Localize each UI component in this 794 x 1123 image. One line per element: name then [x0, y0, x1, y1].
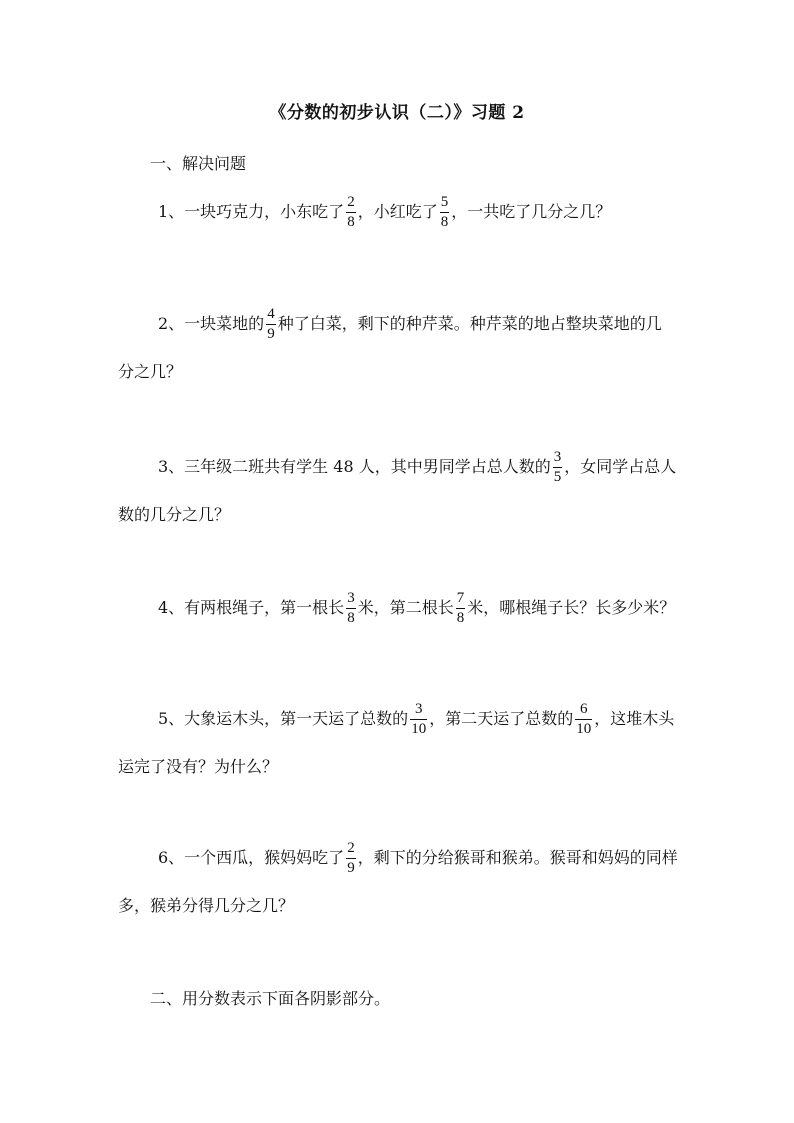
question-3-line-1: [118, 443, 678, 491]
fraction-denominator: 8: [456, 610, 465, 626]
fraction-denominator: 9: [267, 326, 275, 342]
question-text: 2、一块菜地的: [158, 314, 265, 333]
section-heading-shading: 二、用分数表示下面各阴影部分。: [150, 989, 391, 1008]
question-text: ，剩下的分给猴哥和猴弟。猴哥和妈妈的同样: [357, 848, 678, 867]
question-text: 种了白菜，剩下的种芹菜。种芹菜的地占整块菜地的几: [277, 314, 662, 333]
question-text: 5、大象运木头，第一天运了总数的: [158, 709, 409, 728]
question-text: ，第二天运了总数的: [429, 709, 574, 728]
fraction-denominator: 5: [553, 469, 562, 485]
fraction: [440, 195, 450, 230]
fraction-numerator: 2: [347, 840, 355, 856]
question-6: [118, 834, 678, 930]
question-4-line: [118, 584, 678, 632]
fraction-denominator: 8: [347, 214, 355, 230]
fraction: [410, 702, 427, 737]
question-3-line-2: 数的几分之几？: [118, 505, 231, 524]
fraction-numerator: 3: [347, 590, 355, 606]
fraction-denominator: 8: [440, 214, 449, 230]
question-5: [118, 695, 678, 791]
question-2: [118, 300, 678, 396]
fraction-numerator: 3: [414, 701, 423, 717]
fraction-numerator: 5: [440, 194, 449, 210]
question-text: 4、有两根绳子，第一根长: [158, 598, 345, 617]
fraction: [456, 591, 466, 626]
fraction-denominator: 10: [576, 721, 592, 737]
question-6-line-1: [118, 834, 678, 882]
question-2-line-1: [118, 300, 678, 348]
section-heading-problems: 一、解决问题: [150, 154, 247, 173]
fraction: [575, 702, 592, 737]
fraction: [346, 841, 356, 876]
question-1: [118, 188, 678, 236]
fraction-denominator: 9: [347, 860, 355, 876]
question-3: [118, 443, 678, 539]
question-text: 3、三年级二班共有学生 48 人，其中男同学占总人数的: [158, 457, 551, 476]
question-6-line-2: 多，猴弟分得几分之几？: [118, 896, 295, 915]
question-5-line-2: 运完了没有？为什么？: [118, 757, 279, 776]
question-text: ，这堆木头: [594, 709, 675, 728]
fraction: [346, 591, 356, 626]
question-text: ，小红吃了: [357, 202, 438, 221]
page-title: 《分数的初步认识（二）》习题 2: [269, 103, 525, 123]
question-text: 1、一块巧克力，小东吃了: [158, 202, 345, 221]
fraction: [266, 307, 276, 342]
question-text: 6、一个西瓜，猴妈妈吃了: [158, 848, 345, 867]
fraction-numerator: 3: [553, 449, 562, 465]
fraction-numerator: 2: [347, 194, 355, 210]
fraction-denominator: 10: [411, 721, 427, 737]
question-text: 米，哪根绳子长？长多少米？: [467, 598, 676, 617]
fraction-denominator: 8: [347, 610, 355, 626]
question-5-line-1: [118, 695, 678, 743]
question-2-line-2: 分之几？: [118, 362, 183, 381]
question-text: ，女同学占总人: [564, 457, 677, 476]
fraction-numerator: 6: [579, 701, 588, 717]
fraction: [346, 195, 356, 230]
question-4: [118, 584, 678, 632]
fraction-numerator: 4: [267, 306, 275, 322]
question-1-line: [118, 188, 678, 236]
question-text: 米，第二根长: [357, 598, 454, 617]
fraction-numerator: 7: [456, 590, 465, 606]
fraction: [553, 450, 563, 485]
question-text: ，一共吃了几分之几？: [451, 202, 612, 221]
